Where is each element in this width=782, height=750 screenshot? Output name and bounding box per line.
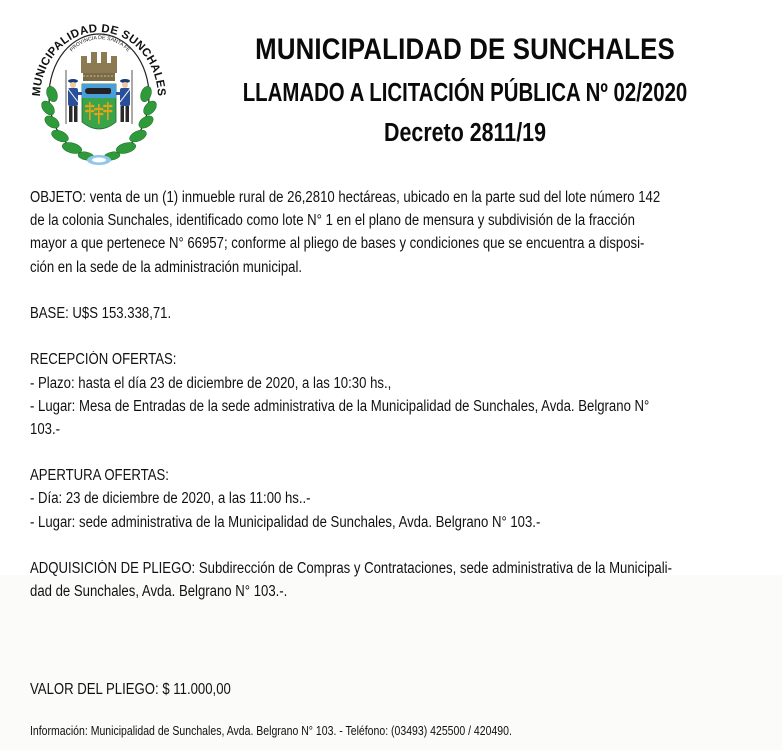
municipal-coat-of-arms-logo [26,12,172,170]
objeto-line: OBJETO: venta de un (1) inmueble rural de 26,2810 hectáreas, ubicado en la parte sud del lote número 142 [30,189,661,206]
objeto-line: ción en la sede de la administración municipal. [30,258,303,276]
notice-header [185,30,745,150]
recepcion-lugar-cont: 103.- [30,420,60,438]
objeto-line: mayor a que pertenece N° 66957; conforme al pliego de bases y condiciones que se encuentra a disposi- [30,235,645,253]
apertura-heading: APERTURA OFERTAS: [30,467,169,485]
recepcion-heading: RECEPCIÓN OFERTAS: [30,351,177,369]
contact-info: Información: Municipalidad de Sunchales, Avda. Belgrano N° 103. - Teléfono: (03493) 425500 / 420490. [30,724,512,738]
apertura-section [30,464,770,534]
apertura-dia: - Día: 23 de diciembre de 2020, a las 11:00 hs..- [30,490,311,508]
spacer [30,325,770,348]
spacer [30,279,770,302]
logo-ring-text: MUNICIPALIDAD DE SUNCHALES [30,22,168,97]
apertura-lugar: - Lugar: sede administrativa de la Municipalidad de Sunchales, Avda. Belgrano N° 103.- [30,513,541,531]
objeto-line: de la colonia Sunchales, identificado como lote N° 1 en el plano de mensura y subdivisión de la fracción [30,212,635,230]
adquisicion-line: dad de Sunchales, Avda. Belgrano N° 103.-. [30,583,288,601]
tender-title: LLAMADO A LICITACIÓN PÚBLICA Nº 02/2020 [242,79,688,107]
recepcion-lugar: - Lugar: Mesa de Entradas de la sede administrativa de la Municipalidad de Sunchales, Avda. Belgrano N° [30,397,650,415]
spacer [30,441,770,464]
base-price: BASE: U$S 153.338,71. [30,304,172,322]
adquisicion-section [30,557,770,603]
shield-icon [82,84,116,129]
decree-number: Decreto 2811/19 [384,119,546,147]
objeto-section [30,186,770,279]
municipality-title: MUNICIPALIDAD DE SUNCHALES [255,33,675,66]
notice-body [30,186,770,603]
recepcion-plazo: - Plazo: hasta el día 23 de diciembre de 2020, a las 10:30 hs., [30,374,392,392]
logo-inner-text: PROVINCIA DE SANTA FE [68,35,132,54]
recepcion-section [30,348,770,441]
pliego-value: VALOR DEL PLIEGO: $ 11.000,00 [30,681,231,698]
spacer [30,534,770,557]
ribbon-icon [87,155,111,165]
adquisicion-line: ADQUISICIÓN DE PLIEGO: Subdirección de Compras y Contrataciones, sede administrativa de la Municipali- [30,560,672,577]
